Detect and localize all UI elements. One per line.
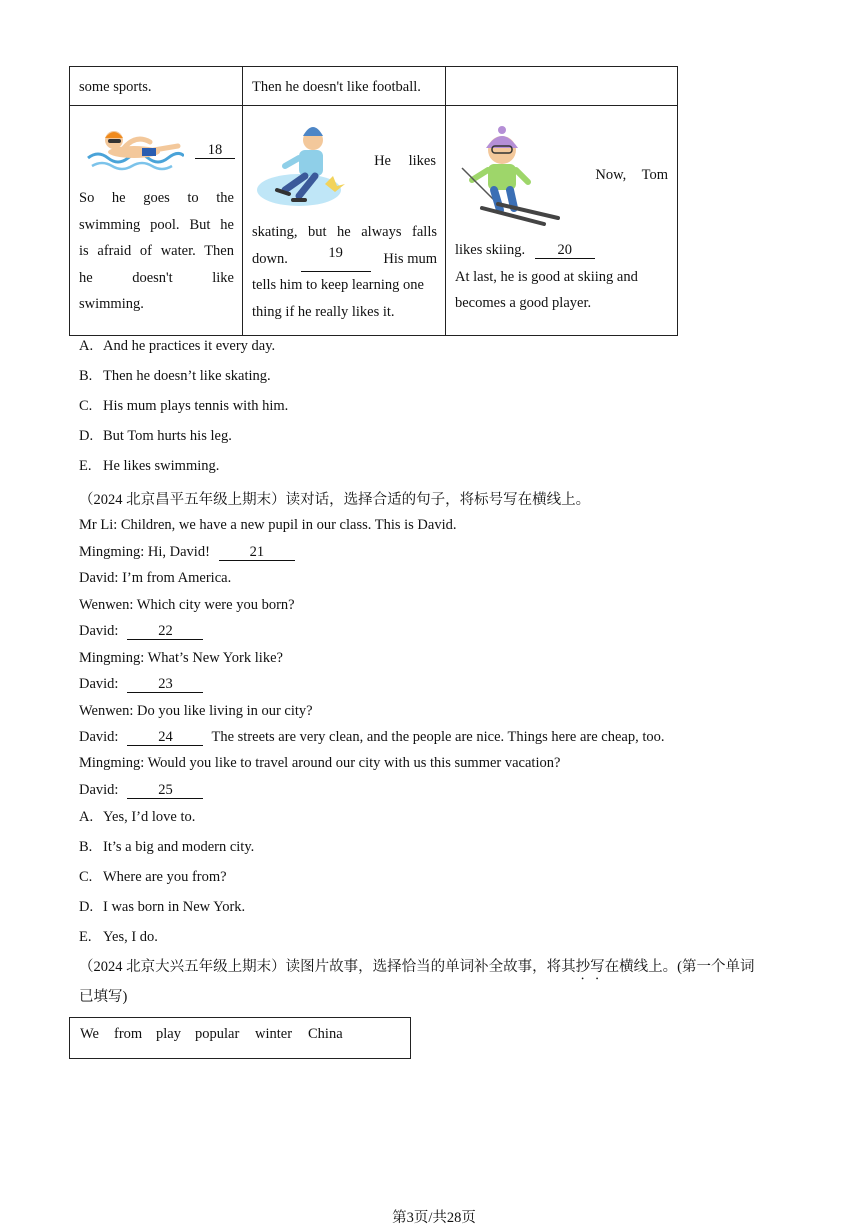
option-B xyxy=(79,839,254,856)
option-text: Yes, I do. xyxy=(103,929,158,945)
dialogue-text: David: xyxy=(79,782,119,798)
word-bank-item: popular xyxy=(195,1026,240,1042)
blank-23: 23 xyxy=(127,677,203,693)
cell-text xyxy=(446,67,677,74)
option-text: Then he doesn’t like skating. xyxy=(103,368,271,384)
dialogue-line xyxy=(79,570,231,587)
option-E xyxy=(79,929,158,946)
blank-20: 20 xyxy=(535,243,595,259)
cell-skating xyxy=(243,106,446,336)
story-table-row-1 xyxy=(70,67,678,106)
dialogue-line xyxy=(79,623,203,640)
word-bank-item: China xyxy=(308,1026,343,1042)
dialogue-text: Mingming: Hi, David! xyxy=(79,544,210,560)
dialogue-text: Mingming: What’s New York like? xyxy=(79,650,283,666)
skating-text xyxy=(243,219,446,325)
dialogue-text: David: xyxy=(79,676,119,692)
option-letter: B. xyxy=(79,839,93,855)
cell-r1c3 xyxy=(446,67,678,106)
dialogue-text: Wenwen: Which city were you born? xyxy=(79,597,295,613)
dialogue-line xyxy=(79,782,203,799)
dialogue-text: Wenwen: Do you like living in our city? xyxy=(79,703,313,719)
option-E xyxy=(79,458,219,475)
cell-text: Then he doesn't like football. xyxy=(252,79,421,95)
dialogue-line xyxy=(79,676,203,693)
dialogue-line xyxy=(79,597,295,614)
option-letter: B. xyxy=(79,368,93,384)
story-table xyxy=(69,66,678,336)
text-fragment: likes skiing. xyxy=(455,242,526,258)
dialogue-line xyxy=(79,703,313,720)
option-text: Where are you from? xyxy=(103,869,227,885)
section3-instruction xyxy=(79,953,789,1012)
dialogue-text: Mr Li: Children, we have a new pupil in our class. This is David. xyxy=(79,517,457,533)
cell-text: some sports. xyxy=(79,79,152,95)
text-line xyxy=(252,246,437,273)
dialogue-text: David: xyxy=(79,729,119,745)
dialogue-line xyxy=(79,755,560,772)
dialogue-text: David: I’m from America. xyxy=(79,570,232,586)
option-letter: A. xyxy=(79,338,94,354)
option-letter: E. xyxy=(79,458,92,474)
dialogue-text: The streets are very clean, and the people are nice. Things here are cheap, too. xyxy=(211,729,665,745)
dialogue-text: Mingming: Would you like to travel around our city with us this summer vacation? xyxy=(79,755,561,771)
blank-19: 19 xyxy=(301,246,371,273)
option-D xyxy=(79,899,245,916)
cell-skiing xyxy=(446,106,678,336)
text-line: thing if he really likes it. xyxy=(252,303,395,320)
section2-instruction: （2024 北京昌平五年级上期末）读对话，选择合适的句子，将标号写在横线上。 xyxy=(79,492,591,508)
option-text: And he practices it every day. xyxy=(103,338,276,354)
option-letter: C. xyxy=(79,869,93,885)
skater-falling-illustration xyxy=(255,120,347,210)
text-fragment: His mum xyxy=(383,250,437,267)
option-text: Yes, I’d love to. xyxy=(103,809,196,825)
option-B xyxy=(79,368,271,385)
page-footer: 第3页/共28页 xyxy=(392,1210,476,1226)
option-letter: E. xyxy=(79,929,92,945)
option-text: I was born in New York. xyxy=(103,899,246,915)
swimmer-illustration xyxy=(84,118,184,174)
text-fragment: down. xyxy=(252,250,288,267)
skier-illustration xyxy=(458,124,568,228)
blank-22: 22 xyxy=(127,624,203,640)
text-line: So he goes to the xyxy=(79,190,234,206)
text-line: is afraid of water. Then xyxy=(79,243,234,259)
option-A xyxy=(79,809,195,826)
word-bank-item: We xyxy=(80,1026,99,1042)
skiing-top-text: Now, Tom xyxy=(595,167,668,183)
blank-number: 18 xyxy=(195,143,235,159)
option-text: His mum plays tennis with him. xyxy=(103,398,289,414)
option-letter: D. xyxy=(79,428,94,444)
dialogue-text: David: xyxy=(79,623,119,639)
option-letter: C. xyxy=(79,398,93,414)
dialogue-line xyxy=(79,517,456,534)
option-letter: A. xyxy=(79,809,94,825)
option-letter: D. xyxy=(79,899,94,915)
dialogue-line xyxy=(79,544,295,561)
skating-top-text: He likes xyxy=(374,153,436,169)
instruction-text: 已填写) xyxy=(79,989,128,1005)
cell-r1c2 xyxy=(243,67,446,106)
swimming-text xyxy=(70,185,243,318)
text-line: he doesn't like xyxy=(79,269,234,286)
blank-21: 21 xyxy=(219,545,295,561)
story-table-row-2 xyxy=(70,106,678,336)
option-text: But Tom hurts his leg. xyxy=(103,428,232,444)
dialogue-line xyxy=(79,729,665,746)
option-D xyxy=(79,428,232,445)
word-bank-item: play xyxy=(156,1026,181,1042)
text-line: tells him to keep learning one xyxy=(252,277,424,293)
blank-25: 25 xyxy=(127,783,203,799)
option-text: He likes swimming. xyxy=(103,458,220,474)
blank-18 xyxy=(195,142,235,159)
skiing-text xyxy=(446,237,678,317)
option-C xyxy=(79,869,227,886)
text-line: becomes a good player. xyxy=(455,295,592,311)
option-C xyxy=(79,398,288,415)
text-line xyxy=(455,237,669,264)
word-bank xyxy=(69,1017,411,1059)
blank-24: 24 xyxy=(127,730,203,746)
word-bank-item: winter xyxy=(255,1026,293,1042)
instruction-text: 在横线上。(第一个单词 xyxy=(604,959,755,975)
text-line: swimming. xyxy=(79,296,144,312)
dialogue-line xyxy=(79,650,283,667)
emphasized-text: 抄写 xyxy=(575,959,605,975)
cell-r1c1 xyxy=(70,67,243,106)
word-bank-item: from xyxy=(114,1026,143,1042)
option-A xyxy=(79,338,275,355)
option-text: It’s a big and modern city. xyxy=(103,839,255,855)
instruction-text: （2024 北京大兴五年级上期末）读图片故事，选择恰当的单词补全故事，将其 xyxy=(79,959,576,975)
cell-swimming xyxy=(70,106,243,336)
text-line: swimming pool. But he xyxy=(79,216,234,233)
text-line: At last, he is good at skiing and xyxy=(455,268,638,285)
text-line: skating, but he always falls xyxy=(252,224,437,240)
